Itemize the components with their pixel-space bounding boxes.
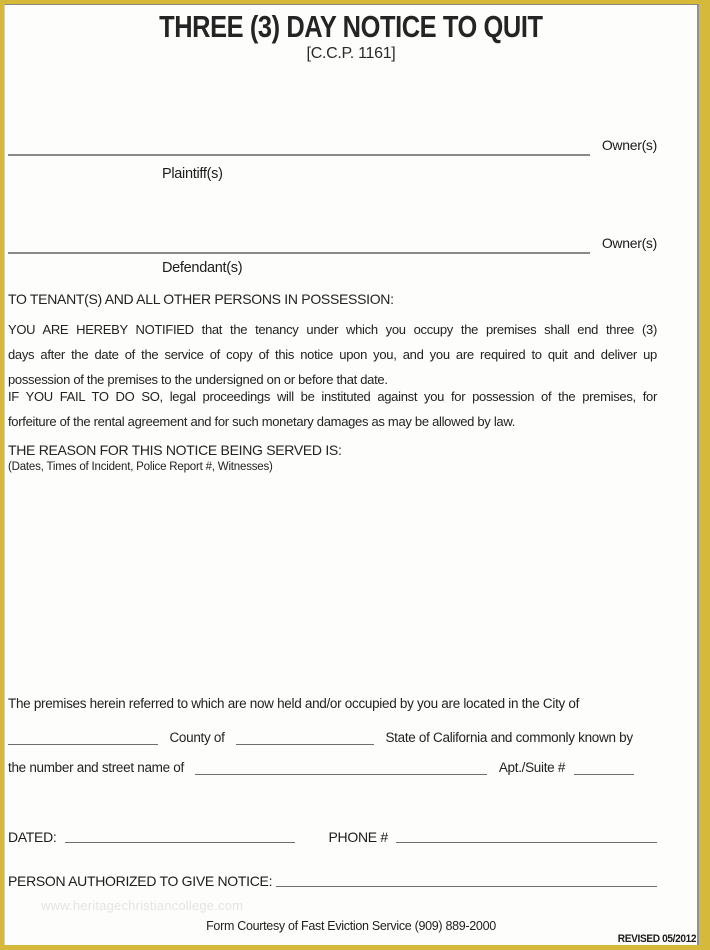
apt-label: Apt./Suite # xyxy=(498,760,566,775)
dated-row xyxy=(8,819,657,845)
street-name-blank[interactable] xyxy=(195,760,487,775)
notice-form-page xyxy=(4,4,699,945)
phone-label: PHONE # xyxy=(328,829,388,845)
premises-line2 xyxy=(8,727,633,745)
reason-writing-area[interactable] xyxy=(8,480,657,690)
dated-label: DATED: xyxy=(8,829,57,845)
city-blank[interactable] xyxy=(8,730,158,745)
county-blank[interactable] xyxy=(236,730,374,745)
premises-line1: The premises herein referred to which are now held and/or occupied by you are located in the City of xyxy=(8,696,580,711)
premises-line3 xyxy=(8,757,634,775)
reason-hint: (Dates, Times of Incident, Police Report #, Witnesses) xyxy=(8,461,273,473)
person-authorized-label: PERSON AUTHORIZED TO GIVE NOTICE: xyxy=(8,873,273,889)
owner-label-2: Owner(s) xyxy=(601,235,657,251)
street-label: the number and street name of xyxy=(8,760,184,775)
plaintiff-label: Plaintiff(s) xyxy=(162,166,223,182)
fail-line: IF YOU FAIL TO DO SO, legal proceedings will be instituted against you for possession of the premises, for xyxy=(8,389,657,404)
person-authorized-blank[interactable] xyxy=(276,886,657,887)
page-title xyxy=(5,9,697,45)
footer-credit: Form Courtesy of Fast Eviction Service (909) 889-2000 xyxy=(206,919,496,933)
county-label: County of xyxy=(169,730,225,745)
plaintiff-name-blank[interactable] xyxy=(8,154,590,156)
code-reference: [C.C.P. 1161] xyxy=(306,45,396,62)
notice-line: possession of the premises to the undersigned on or before that date. xyxy=(8,372,388,387)
state-text: State of California and commonly known by xyxy=(385,730,633,745)
salutation-heading: TO TENANT(S) AND ALL OTHER PERSONS IN POSSESSION: xyxy=(8,291,394,307)
dated-blank[interactable] xyxy=(65,842,295,843)
notice-line: days after the date of the service of copy of this notice upon you, and you are required to quit and deliver up xyxy=(8,347,657,362)
owner-label-1: Owner(s) xyxy=(601,137,657,153)
person-authorized-row xyxy=(8,863,657,889)
defendant-name-blank[interactable] xyxy=(8,252,590,254)
plaintiff-row xyxy=(8,130,657,156)
phone-blank[interactable] xyxy=(396,842,657,843)
watermark-text: www.heritagechristiancollege.com xyxy=(41,898,244,913)
notice-line: YOU ARE HEREBY NOTIFIED that the tenancy under which you occupy the premises shall end three (3) xyxy=(8,322,657,337)
fail-paragraph xyxy=(8,384,657,434)
revision-stamp: REVISED 05/2012 xyxy=(617,933,696,945)
notice-paragraph xyxy=(8,317,657,392)
apt-suite-blank[interactable] xyxy=(574,760,634,775)
page-title-text: THREE (3) DAY NOTICE TO QUIT xyxy=(159,9,543,44)
defendant-row xyxy=(8,228,657,254)
defendant-label: Defendant(s) xyxy=(162,260,243,276)
fail-line: forfeiture of the rental agreement and for such monetary damages as may be allowed by law. xyxy=(8,414,516,429)
reason-heading: THE REASON FOR THIS NOTICE BEING SERVED IS: xyxy=(8,442,342,458)
